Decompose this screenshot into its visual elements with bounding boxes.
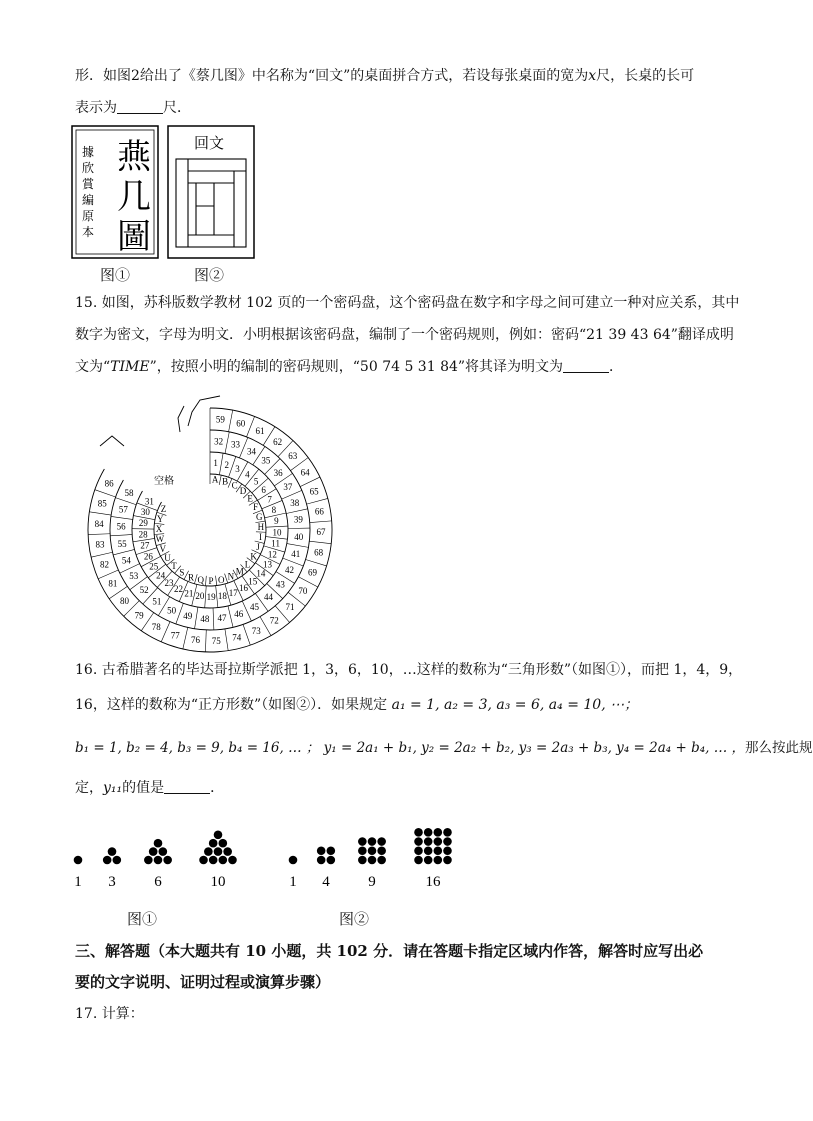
dial-tick	[286, 509, 308, 514]
triangular-number-label: 6	[154, 874, 162, 890]
dial-label: T	[171, 561, 177, 572]
answer-blank	[164, 779, 210, 794]
q17-text: 17. 计算：	[75, 1006, 144, 1022]
dial-label: 30	[140, 507, 150, 518]
answer-blank	[563, 358, 609, 373]
section-3-heading-2: 要的文字说明、证明过程或演算步骤）	[75, 973, 331, 991]
square-dot	[377, 856, 386, 865]
fig1-seal-title	[117, 138, 152, 256]
cipher-dial	[60, 388, 360, 646]
dial-label: 85	[97, 498, 107, 509]
dial-label: 75	[211, 635, 221, 646]
dial-label: 45	[250, 602, 259, 613]
dial-label: 41	[291, 548, 301, 559]
dial-label: 28	[138, 529, 148, 540]
dial-label: 6	[261, 484, 266, 495]
q15-line-2: 数字为密文，字母为明文．小明根据该密码盘，编制了一个密码规则，例如：密码“21 39 43 64”翻译成明	[75, 327, 734, 343]
seal-small-char: 編	[82, 193, 95, 207]
dial-label: 50	[167, 605, 177, 616]
dial-label: 20	[195, 591, 205, 602]
dial-label: N	[227, 571, 235, 582]
seal-small-char: 賞	[82, 177, 95, 191]
square-dot	[414, 846, 423, 855]
dial-tick	[228, 606, 233, 627]
dial-label: 33	[231, 439, 241, 450]
dial-label: 51	[152, 596, 162, 607]
dial-label: 49	[183, 611, 193, 622]
dial-label: 76	[191, 635, 201, 646]
dial-label: 80	[120, 595, 130, 606]
dial-label: 46	[234, 609, 244, 620]
square-dot	[358, 837, 367, 846]
q16-text-e: ．	[210, 780, 225, 796]
seal-small-char: 本	[82, 225, 95, 239]
square-dot	[434, 846, 443, 855]
q14-text-b: 尺，长桌的长可	[596, 68, 695, 84]
triangular-dot	[154, 856, 163, 865]
square-dot	[327, 846, 336, 855]
q16-var-y11: y₁₁	[103, 780, 123, 796]
dial-label: G	[256, 511, 263, 522]
q15-text-b: ”，按照小明的编制的密码规则，“50 74 5 31 84”将其译为明文为	[149, 359, 564, 375]
dial-label: 81	[108, 578, 118, 589]
dial-label: 83	[95, 539, 105, 550]
square-dot	[358, 856, 367, 865]
dial-label: 29	[138, 518, 148, 529]
dial-label: 24	[156, 570, 166, 581]
dial-tick	[309, 541, 331, 543]
dial-label: 34	[246, 446, 256, 457]
dial-label: 86	[104, 478, 114, 489]
dial-tick	[205, 576, 206, 586]
square-dot	[368, 856, 377, 865]
dial-tick	[225, 432, 229, 454]
q16-text-d: 的值是	[122, 780, 165, 796]
dial-tick	[310, 521, 332, 523]
square-dot	[327, 856, 336, 865]
triangular-dot	[209, 839, 218, 848]
triangular-dot	[214, 831, 223, 840]
square-dot	[424, 856, 433, 865]
dial-tick	[243, 624, 250, 645]
square-number-label: 9	[368, 874, 376, 890]
dial-label: K	[250, 551, 257, 562]
dial-label: 42	[285, 564, 295, 575]
dial-label: P	[208, 575, 214, 586]
dial-label: 19	[206, 591, 216, 602]
dial-label: 2	[224, 460, 230, 471]
dial-label: 17	[228, 587, 238, 598]
triangular-dot	[223, 847, 232, 856]
q15-text-a: 文为“	[75, 359, 111, 375]
dial-tick	[88, 534, 110, 535]
q16-line-4	[75, 778, 224, 798]
dial-label: 23	[164, 577, 174, 588]
dial-label: L	[244, 559, 251, 570]
dial-label: C	[231, 480, 238, 491]
dial-label: 52	[139, 584, 149, 595]
triangular-dot	[149, 847, 158, 856]
dial-label: O	[217, 574, 225, 585]
dial-label: 9	[274, 515, 279, 526]
dial-label: 57	[118, 504, 128, 515]
q16-line-3	[75, 738, 813, 758]
dial-label: 56	[116, 521, 126, 532]
q16-line-2	[75, 695, 638, 715]
dial-tick	[205, 630, 206, 652]
triangular-dot	[219, 856, 228, 865]
fig2-table-layout	[176, 159, 246, 247]
dial-tick	[91, 552, 112, 557]
q14-figures	[70, 124, 270, 264]
q15-line-1: 15. 如图，苏科版数学教材 102 页的一个密码盘，这个密码盘在数字和字母之间可建立一种对应关系，其中	[75, 295, 740, 311]
dial-label: 69	[308, 567, 318, 578]
dial-label: 13	[262, 559, 272, 570]
dial-label: 25	[149, 561, 159, 572]
dial-label: R	[187, 572, 194, 583]
q16-text-c: 定，	[75, 780, 103, 796]
dial-label: 54	[121, 555, 131, 566]
dial-tick	[307, 498, 328, 504]
q16-text-a: 16，这样的数称为“正方形数”（如图②）．如果规定	[75, 697, 388, 713]
q15-text-c: ．	[609, 359, 624, 375]
dial-label: J	[256, 542, 260, 553]
square-dot	[358, 846, 367, 855]
dial-label: 26	[143, 551, 153, 562]
triangular-dot	[204, 847, 213, 856]
dial-label: 63	[288, 451, 298, 462]
q16-dot-figures	[60, 810, 480, 895]
dial-tick	[113, 549, 134, 554]
q16-formula-b: b₁ = 1, b₂ = 4, b₃ = 9, b₄ = 16, … ； y₁ = 2a₁ + b₁, y₂ = 2a₂ + b₂, y₃ = 2a₃ + b₃, y₄ = 2a₄ + b₄, … ，	[75, 740, 745, 756]
dial-label: 73	[251, 625, 261, 636]
dial-label: 31	[144, 496, 154, 507]
q14-text-a: 形．如图2给出了《蔡几图》中名称为“回文”的桌面拼合方式，若设每张桌面的宽为	[75, 68, 589, 84]
answer-blank	[117, 99, 163, 114]
dial-tick	[225, 629, 228, 651]
dial-label: 53	[129, 570, 139, 581]
dial-letters	[156, 474, 265, 586]
dial-label: U	[164, 553, 171, 564]
triangular-dot	[163, 856, 172, 865]
square-dot	[443, 828, 452, 837]
dial-tick	[183, 627, 188, 648]
seal-big-char: 几	[117, 179, 151, 216]
dial-label: 79	[134, 610, 144, 621]
dial-label: D	[239, 486, 247, 497]
dial-label: 36	[273, 467, 283, 478]
dial-label: 16	[239, 583, 248, 594]
dial-label: 40	[294, 531, 304, 542]
q14-text-c: 表示为	[75, 100, 117, 116]
dial-label: 27	[140, 540, 150, 551]
dial-ring-3-numbers	[95, 414, 326, 645]
dial-label: 82	[100, 559, 110, 570]
dial-label: 43	[275, 579, 285, 590]
dial-label: 22	[173, 584, 183, 595]
dial-label: 64	[300, 467, 310, 478]
dial-label: I	[258, 532, 262, 543]
dial-tick	[89, 512, 111, 515]
triangular-dot	[219, 839, 228, 848]
fig1-seal-subtitle	[82, 144, 95, 239]
dial-tick	[247, 416, 255, 436]
dial-label: 5	[253, 476, 259, 487]
q14-line-1	[75, 66, 694, 86]
dial-label: H	[257, 521, 265, 532]
square-dot	[368, 837, 377, 846]
dial-label: W	[155, 534, 165, 545]
dial-label: Z	[160, 504, 167, 515]
dial-label: Y	[156, 513, 164, 524]
square-number-label: 4	[322, 874, 330, 890]
dial-label: 48	[200, 613, 210, 624]
triangular-dot	[74, 856, 83, 865]
dial-label: 70	[298, 585, 308, 596]
dial-label: 1	[213, 458, 218, 469]
triangular-dot	[228, 856, 237, 865]
triangular-dot	[154, 839, 163, 848]
dial-label: 21	[184, 588, 194, 599]
q14-var-x: x	[588, 68, 597, 84]
q16-fig2-label: 图②	[339, 910, 370, 928]
dial-label: 37	[283, 482, 293, 493]
dial-label: 58	[124, 488, 134, 499]
dial-label: 72	[269, 615, 279, 626]
dial-tick	[213, 608, 214, 630]
q15-line-3	[75, 357, 623, 377]
square-dot	[414, 828, 423, 837]
triangular-dot	[159, 847, 168, 856]
dial-label: 15	[248, 576, 258, 587]
section-3-heading-1: 三、解答题（本大题共有 10 小题，共 102 分．请在答题卡指定区域内作答，解答时应写出必	[75, 942, 704, 960]
dial-lead-line	[100, 436, 124, 446]
triangular-dot	[113, 856, 122, 865]
triangular-dot	[209, 856, 218, 865]
dial-label: 78	[151, 622, 161, 633]
square-dot	[377, 846, 386, 855]
square-dot	[414, 837, 423, 846]
dial-tick	[161, 622, 170, 642]
q16-text-b: 那么按此规	[745, 740, 813, 756]
square-dot	[317, 856, 326, 865]
dial-label: 59	[215, 414, 225, 425]
dial-label: 84	[94, 518, 104, 529]
square-dot	[414, 856, 423, 865]
dial-label: 66	[314, 506, 324, 517]
dial-label: 67	[316, 527, 326, 538]
square-dot	[368, 846, 377, 855]
dial-label: 10	[272, 527, 282, 538]
square-dot	[434, 837, 443, 846]
square-dot	[443, 837, 452, 846]
square-number-label: 16	[425, 874, 441, 890]
dial-tick	[95, 490, 116, 497]
square-dot	[317, 846, 326, 855]
dial-tick	[98, 570, 118, 579]
dial-space-label: 空格	[154, 476, 174, 487]
triangular-number-label: 3	[108, 874, 116, 890]
q16-fig1-label: 图①	[127, 910, 158, 928]
dial-tick	[306, 559, 327, 565]
dial-label: 4	[245, 469, 250, 480]
dial-label: X	[155, 523, 163, 534]
dial-tick	[111, 516, 133, 519]
dial-label: V	[159, 544, 166, 555]
dial-tick	[195, 607, 198, 629]
dial-label: 18	[217, 590, 227, 601]
dial-label: 47	[217, 613, 227, 624]
dial-lead-line	[178, 406, 184, 432]
triangular-dot	[144, 856, 153, 865]
square-dot	[434, 828, 443, 837]
square-number-label: 1	[289, 874, 297, 890]
triangular-dot	[199, 856, 208, 865]
triangular-number-label: 1	[74, 874, 82, 890]
q14-text-d: 尺．	[163, 100, 191, 116]
dial-label: 77	[170, 630, 180, 641]
dial-tick	[219, 475, 221, 485]
square-dot	[443, 856, 452, 865]
dial-label: 8	[271, 504, 277, 515]
square-dot	[434, 856, 443, 865]
square-dot	[443, 846, 452, 855]
triangular-dot	[103, 856, 112, 865]
dial-label: 35	[261, 455, 271, 466]
square-dot	[424, 828, 433, 837]
dial-label: 3	[235, 463, 240, 474]
square-dot	[424, 846, 433, 855]
triangular-dot	[108, 847, 117, 856]
triangular-number-label: 10	[210, 874, 226, 890]
dial-label: Q	[197, 575, 205, 586]
dial-label: 65	[309, 486, 319, 497]
dial-tick	[229, 410, 233, 432]
q14-line-2	[75, 98, 191, 118]
seal-small-char: 原	[82, 209, 95, 223]
dial-tick	[300, 477, 320, 487]
seal-big-char: 燕	[117, 139, 151, 176]
dial-label: E	[247, 493, 253, 504]
dial-label: B	[222, 476, 229, 487]
dial-label: 39	[293, 514, 303, 525]
dial-label: 12	[267, 549, 277, 560]
dial-label: 38	[290, 497, 300, 508]
dial-label: 7	[267, 494, 272, 505]
dial-label: 55	[117, 538, 127, 549]
seal-small-char: 據	[82, 145, 95, 159]
dial-tick	[216, 576, 217, 586]
dial-tick	[219, 453, 223, 475]
dial-label: 71	[285, 602, 295, 613]
triangular-dot	[214, 847, 223, 856]
dial-tick	[110, 535, 132, 536]
fig2-title: 回文	[194, 136, 225, 152]
dial-label: A	[211, 474, 219, 485]
q16-formula-a: a₁ = 1, a₂ = 3, a₃ = 6, a₄ = 10, ⋯；	[391, 697, 639, 713]
dial-label: 60	[236, 418, 246, 429]
dial-label: F	[253, 502, 259, 513]
square-dot	[289, 856, 298, 865]
dial-label: 11	[271, 538, 280, 549]
dial-label: 68	[314, 547, 324, 558]
square-dot	[377, 837, 386, 846]
dial-tick	[287, 544, 309, 548]
square-dot	[424, 837, 433, 846]
dial-label: M	[235, 566, 244, 577]
dial-label: 44	[264, 592, 274, 603]
dial-label: 14	[256, 568, 266, 579]
dial-label: S	[179, 567, 185, 578]
dial-label: 74	[232, 632, 242, 643]
q14-fig2-label: 图②	[194, 266, 225, 284]
q15-example-word: TIME	[110, 359, 150, 375]
seal-big-char: 圖	[117, 219, 151, 256]
dial-label: 61	[255, 425, 265, 436]
seal-small-char: 欣	[82, 161, 95, 175]
q16-line-1: 16. 古希腊著名的毕达哥拉斯学派把 1，3，6，10，…这样的数称为“三角形数”（如图①），而把 1，4，9，	[75, 662, 743, 678]
dial-label: 32	[214, 436, 224, 447]
dial-label: 62	[273, 436, 283, 447]
q14-fig1-label: 图①	[100, 266, 131, 284]
dial-tick	[176, 603, 184, 624]
